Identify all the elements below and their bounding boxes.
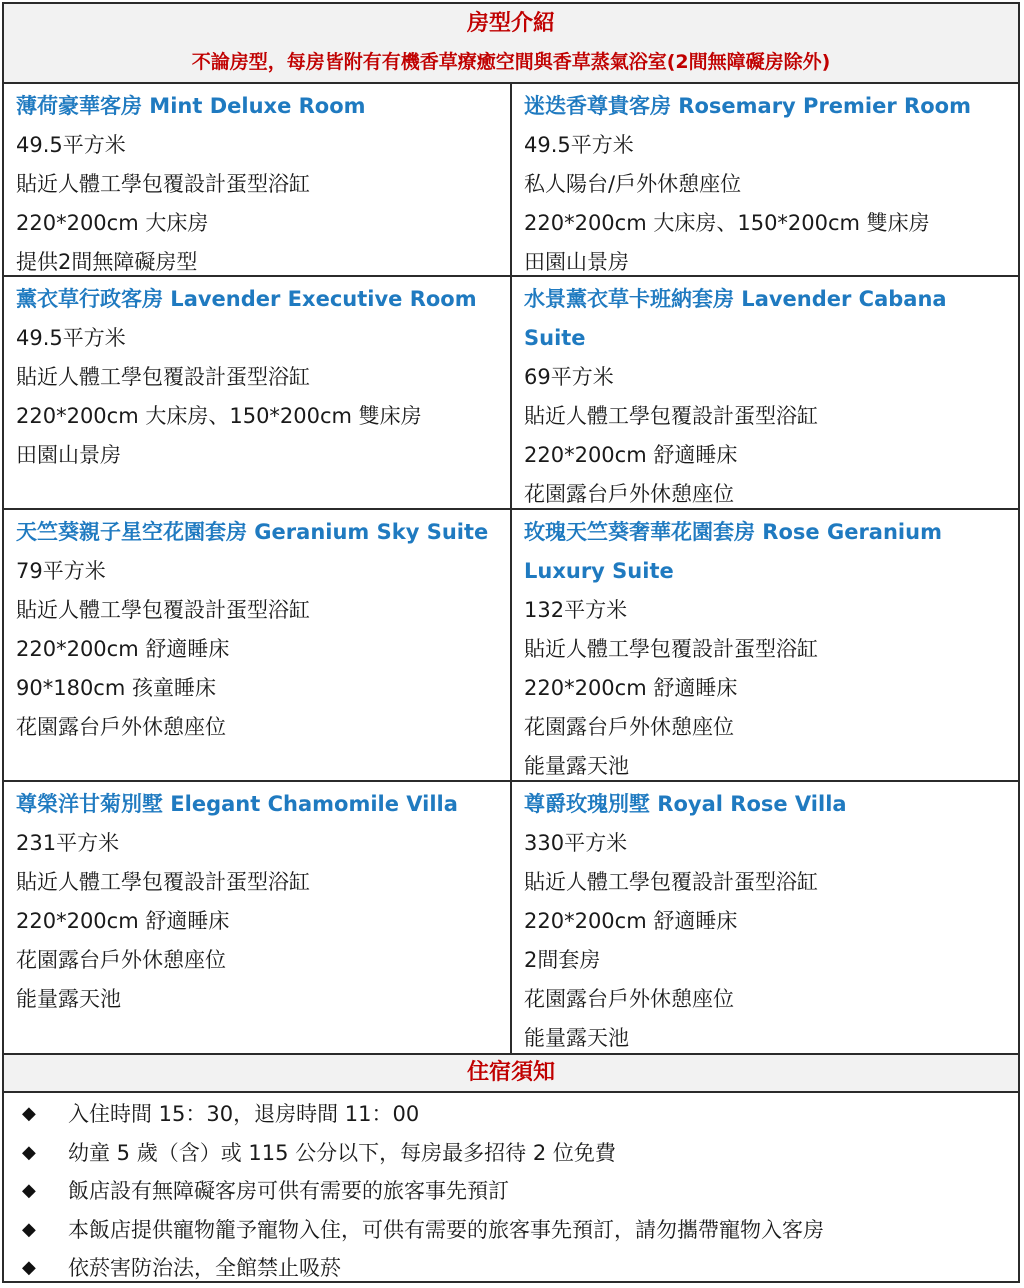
- room-features: [16, 319, 500, 475]
- note-item: [18, 1095, 1018, 1134]
- note-text: 本飯店提供寵物籠予寵物入住，可供有需要的旅客事先預訂，請勿攜帶寵物入客房: [68, 1217, 824, 1242]
- room-card-royal-rose-villa: [512, 782, 1018, 1053]
- room-title: 天竺葵親子星空花園套房 Geranium Sky Suite: [16, 520, 489, 544]
- room-features: [524, 358, 1008, 510]
- room-feature: 貼近人體工學包覆設計蛋型浴缸: [524, 404, 818, 428]
- room-feature: 私人陽台/戶外休憩座位: [524, 172, 742, 196]
- note-text: 幼童 5 歲（含）或 115 公分以下，每房最多招待 2 位免費: [68, 1140, 616, 1165]
- room-feature: 田園山景房: [524, 250, 629, 274]
- room-card-rose-geranium: [512, 510, 1018, 782]
- room-feature: 提供2間無障礙房型: [16, 250, 198, 274]
- room-title: 水景薰衣草卡班納套房 Lavender Cabana Suite: [524, 287, 947, 350]
- room-card-mint: [4, 84, 512, 277]
- room-feature: 花園露台戶外休憩座位: [524, 987, 734, 1011]
- room-feature: 220*200cm 大床房: [16, 211, 209, 235]
- room-feature: 能量露天池: [524, 1026, 629, 1050]
- room-feature: 能量露天池: [524, 754, 629, 778]
- room-card-lavender-cabana: [512, 277, 1018, 510]
- room-features: [524, 591, 1008, 782]
- room-title: 薰衣草行政客房 Lavender Executive Room: [16, 287, 477, 311]
- room-feature: 貼近人體工學包覆設計蛋型浴缸: [524, 637, 818, 661]
- room-feature: 花園露台戶外休憩座位: [16, 948, 226, 972]
- room-features: [524, 126, 1008, 277]
- room-title: 薄荷豪華客房 Mint Deluxe Room: [16, 94, 366, 118]
- rooms-header-title: 房型介紹: [466, 11, 555, 36]
- rooms-header: [4, 4, 1018, 84]
- room-card-geranium-sky: [4, 510, 512, 782]
- note-text: 飯店設有無障礙客房可供有需要的旅客事先預訂: [68, 1179, 509, 1203]
- room-feature: 69平方米: [524, 365, 614, 389]
- room-features: [16, 126, 500, 277]
- room-grid: [4, 84, 1018, 1053]
- room-card-rosemary: [512, 84, 1018, 277]
- room-feature: 220*200cm 大床房、150*200cm 雙床房: [16, 404, 422, 428]
- room-feature: 田園山景房: [16, 443, 121, 467]
- room-feature: 花園露台戶外休憩座位: [524, 482, 734, 506]
- room-feature: 330平方米: [524, 831, 628, 855]
- room-feature: 49.5平方米: [16, 326, 126, 350]
- room-feature: 220*200cm 舒適睡床: [16, 909, 230, 933]
- diamond-bullet-icon: ◆: [22, 1103, 36, 1124]
- notes-header: [4, 1053, 1018, 1093]
- notes-header-title: 住宿須知: [466, 1060, 555, 1085]
- diamond-bullet-icon: ◆: [22, 1257, 36, 1278]
- note-text: 入住時間 15：30，退房時間 11：00: [68, 1102, 420, 1126]
- room-title: 玫瑰天竺葵奢華花園套房 Rose Geranium Luxury Suite: [524, 520, 942, 583]
- room-feature: 貼近人體工學包覆設計蛋型浴缸: [16, 870, 310, 894]
- room-title: 尊爵玫瑰別墅 Royal Rose Villa: [524, 792, 847, 816]
- room-feature: 220*200cm 舒適睡床: [524, 443, 738, 467]
- room-feature: 花園露台戶外休憩座位: [16, 715, 226, 739]
- room-info-sheet: [2, 2, 1020, 1283]
- room-feature: 2間套房: [524, 948, 601, 972]
- room-feature: 49.5平方米: [16, 133, 126, 157]
- diamond-bullet-icon: ◆: [22, 1180, 36, 1201]
- room-feature: 220*200cm 舒適睡床: [524, 909, 738, 933]
- room-feature: 貼近人體工學包覆設計蛋型浴缸: [524, 870, 818, 894]
- room-feature: 90*180cm 孩童睡床: [16, 676, 216, 700]
- room-feature: 132平方米: [524, 598, 628, 622]
- room-card-chamomile-villa: [4, 782, 512, 1053]
- room-feature: 49.5平方米: [524, 133, 634, 157]
- diamond-bullet-icon: ◆: [22, 1218, 36, 1240]
- room-feature: 能量露天池: [16, 987, 121, 1011]
- room-feature: 79平方米: [16, 559, 106, 583]
- stay-notes-list: [4, 1093, 1018, 1288]
- room-card-lavender-executive: [4, 277, 512, 510]
- room-feature: 貼近人體工學包覆設計蛋型浴缸: [16, 172, 310, 196]
- note-item: [18, 1134, 1018, 1173]
- note-text: 依菸害防治法，全館禁止吸菸: [68, 1256, 341, 1280]
- note-item: [18, 1211, 1018, 1250]
- note-item: [18, 1249, 1018, 1288]
- room-title: 尊榮洋甘菊別墅 Elegant Chamomile Villa: [16, 792, 458, 816]
- room-features: [524, 824, 1008, 1053]
- room-feature: 貼近人體工學包覆設計蛋型浴缸: [16, 598, 310, 622]
- room-feature: 220*200cm 舒適睡床: [524, 676, 738, 700]
- note-item: [18, 1172, 1018, 1211]
- room-feature: 220*200cm 舒適睡床: [16, 637, 230, 661]
- room-title: 迷迭香尊貴客房 Rosemary Premier Room: [524, 94, 971, 118]
- room-feature: 花園露台戶外休憩座位: [524, 715, 734, 739]
- rooms-header-subtitle: 不論房型，每房皆附有有機香草療癒空間與香草蒸氣浴室(2間無障礙房除外): [191, 51, 831, 73]
- diamond-bullet-icon: ◆: [22, 1141, 36, 1163]
- room-features: [16, 552, 500, 747]
- room-feature: 貼近人體工學包覆設計蛋型浴缸: [16, 365, 310, 389]
- room-feature: 231平方米: [16, 831, 120, 855]
- room-feature: 220*200cm 大床房、150*200cm 雙床房: [524, 211, 930, 235]
- room-features: [16, 824, 500, 1019]
